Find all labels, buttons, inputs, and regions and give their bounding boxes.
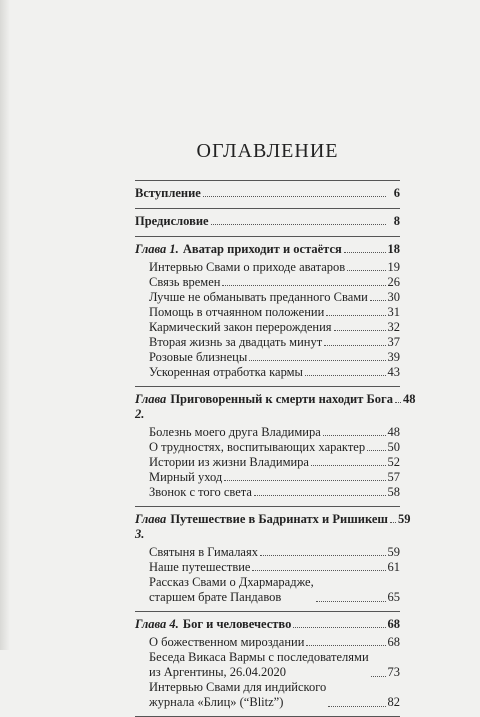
toc-entry[interactable] xyxy=(135,365,400,380)
entry-page: 68 xyxy=(387,635,400,649)
toc-entry[interactable] xyxy=(135,680,400,710)
front-section-intro xyxy=(135,180,400,208)
leader-dots xyxy=(395,402,401,403)
chapter-title: Бог и человечество xyxy=(182,617,292,631)
entry-page: 57 xyxy=(387,470,400,484)
entry-line: Истории из жизни Владимира xyxy=(149,455,309,469)
entry-line: журнала «Блиц» (“Blitz”) xyxy=(149,695,284,709)
chapter-label: Глава 4. xyxy=(135,617,179,631)
leader-dots xyxy=(324,345,385,346)
entry-title xyxy=(149,260,345,275)
chapter-heading[interactable] xyxy=(135,237,400,257)
entry-title xyxy=(149,350,247,365)
chapter-page: 68 xyxy=(387,617,400,631)
chapter-title: Аватар приходит и остаётся xyxy=(182,242,342,256)
entry-page: 32 xyxy=(387,320,400,334)
chapter-section xyxy=(135,506,411,611)
toc-entry[interactable] xyxy=(135,305,400,320)
leader-dots xyxy=(249,360,385,361)
chapter-section xyxy=(135,386,416,506)
toc-entry[interactable] xyxy=(135,260,400,275)
chapter-title: Путешествие в Бадринатх и Ришикеш xyxy=(170,512,388,526)
chapter-heading[interactable] xyxy=(135,612,400,632)
toc-entry[interactable] xyxy=(135,186,400,201)
leader-dots xyxy=(344,252,386,253)
entry-line: Ускоренная отработка кармы xyxy=(149,365,303,379)
leader-dots xyxy=(293,627,385,628)
leader-dots xyxy=(316,601,386,602)
entry-title xyxy=(149,290,368,305)
entry-line: О трудностях, воспитывающих характер xyxy=(149,440,366,454)
chapter-section xyxy=(135,236,400,386)
toc-entry[interactable] xyxy=(135,335,400,350)
leader-dots xyxy=(328,706,385,707)
entry-line: Беседа Викаса Вармы с последователями xyxy=(149,650,369,664)
entry-line: Рассказ Свами о Дхармарадже, xyxy=(149,575,314,589)
entry-page: 39 xyxy=(387,350,400,364)
entry-line: Кармический закон перерождения xyxy=(149,320,332,334)
entry-title xyxy=(149,560,250,575)
leader-dots xyxy=(260,555,386,556)
entry-title xyxy=(149,485,252,500)
entry-line: Наше путешествие xyxy=(149,560,251,574)
toc-entry[interactable] xyxy=(135,275,400,290)
entry-title xyxy=(149,440,365,455)
leader-dots xyxy=(306,645,385,646)
entry-title xyxy=(149,650,369,680)
chapter-section xyxy=(135,611,400,717)
leader-dots xyxy=(370,300,386,301)
entry-page: 50 xyxy=(387,440,400,454)
entry-line: Вторая жизнь за двадцать минут xyxy=(149,335,323,349)
entry-title xyxy=(149,305,324,320)
entry-page: 6 xyxy=(393,186,400,200)
entry-line: Розовые близнецы xyxy=(149,350,248,364)
chapter-entries xyxy=(135,632,400,716)
toc-entry[interactable] xyxy=(135,425,400,440)
leader-dots xyxy=(326,315,385,316)
entry-line: Помощь в отчаянном положении xyxy=(149,305,325,319)
toc-entry[interactable] xyxy=(135,545,400,560)
entry-line: Интервью Свами о приходе аватаров xyxy=(149,260,346,274)
leader-dots xyxy=(211,224,386,225)
toc-entry[interactable] xyxy=(135,560,400,575)
chapter-entries xyxy=(135,257,400,386)
toc-entry[interactable] xyxy=(135,650,400,680)
entry-title: Предисловие xyxy=(135,214,209,228)
leader-dots xyxy=(305,375,386,376)
chapter-label: Глава 2. xyxy=(135,392,167,421)
toc-entry[interactable] xyxy=(135,320,400,335)
entry-page: 43 xyxy=(387,365,400,379)
entry-page: 30 xyxy=(387,290,400,304)
entry-title xyxy=(149,545,258,560)
toc-entry[interactable] xyxy=(135,214,400,229)
table-of-contents xyxy=(135,140,416,717)
entry-page: 37 xyxy=(387,335,400,349)
entry-title xyxy=(149,320,332,335)
entry-page: 26 xyxy=(387,275,400,289)
leader-dots xyxy=(252,570,385,571)
entry-page: 65 xyxy=(387,590,400,604)
toc-entry[interactable] xyxy=(135,350,400,365)
toc-entry[interactable] xyxy=(135,485,400,500)
entry-page: 61 xyxy=(387,560,400,574)
entry-title xyxy=(149,635,304,650)
entry-line: старшем брате Пандавов xyxy=(149,590,282,604)
chapter-page: 48 xyxy=(402,392,416,406)
entry-title xyxy=(149,275,220,290)
entry-line: О божественном мироздании xyxy=(149,635,305,649)
leader-dots xyxy=(311,465,386,466)
toc-entry[interactable] xyxy=(135,290,400,305)
chapter-entries xyxy=(135,422,400,506)
toc-entry[interactable] xyxy=(135,440,400,455)
entry-page: 82 xyxy=(387,695,400,709)
entry-title: Вступление xyxy=(135,186,201,200)
chapter-page: 59 xyxy=(397,512,411,526)
leader-dots xyxy=(347,270,385,271)
entry-page: 48 xyxy=(387,425,400,439)
entry-title xyxy=(149,470,222,485)
entry-title xyxy=(149,575,314,605)
chapter-title: Приговоренный к смерти находит Бога xyxy=(170,392,393,406)
chapter-label: Глава 1. xyxy=(135,242,179,256)
front-section-preface xyxy=(135,208,400,236)
entry-page: 19 xyxy=(387,260,400,274)
chapter-page: 18 xyxy=(387,242,400,256)
entry-line: Святыня в Гималаях xyxy=(149,545,258,559)
entry-line: Звонок с того света xyxy=(149,485,252,499)
entry-line: Связь времен xyxy=(149,275,221,289)
entry-line: Болезнь моего друга Владимира xyxy=(149,425,321,439)
page-title: ОГЛАВЛЕНИЕ xyxy=(196,140,339,162)
chapter-entries xyxy=(135,542,400,611)
entry-line: Интервью Свами для индийского xyxy=(149,680,327,694)
entry-page: 58 xyxy=(387,485,400,499)
entry-line: из Аргентины, 26.04.2020 xyxy=(149,665,286,679)
entry-title xyxy=(149,680,326,710)
entry-title xyxy=(149,335,322,350)
entry-line: Мирный уход xyxy=(149,470,223,484)
leader-dots xyxy=(371,676,386,677)
leader-dots xyxy=(334,330,386,331)
entry-line: Лучше не обманывать преданного Свами xyxy=(149,290,368,304)
toc-entry[interactable] xyxy=(135,575,400,605)
entry-title xyxy=(149,455,309,470)
entry-page: 73 xyxy=(387,665,400,679)
leader-dots xyxy=(254,495,386,496)
toc-entry[interactable] xyxy=(135,455,400,470)
toc-entry[interactable] xyxy=(135,470,400,485)
entry-page: 52 xyxy=(387,455,400,469)
leader-dots xyxy=(224,480,385,481)
leader-dots xyxy=(222,285,385,286)
chapter-label: Глава 3. xyxy=(135,512,167,541)
entry-page: 8 xyxy=(393,214,400,228)
chapter-heading[interactable] xyxy=(135,507,411,542)
page-shadow xyxy=(0,0,10,650)
leader-dots xyxy=(203,196,386,197)
entry-title xyxy=(149,425,321,440)
toc-entry[interactable] xyxy=(135,635,400,650)
leader-dots xyxy=(323,435,386,436)
entry-page: 31 xyxy=(387,305,400,319)
leader-dots xyxy=(367,450,385,451)
chapter-heading[interactable] xyxy=(135,387,416,422)
leader-dots xyxy=(390,522,396,523)
entry-title xyxy=(149,365,303,380)
entry-page: 59 xyxy=(387,545,400,559)
